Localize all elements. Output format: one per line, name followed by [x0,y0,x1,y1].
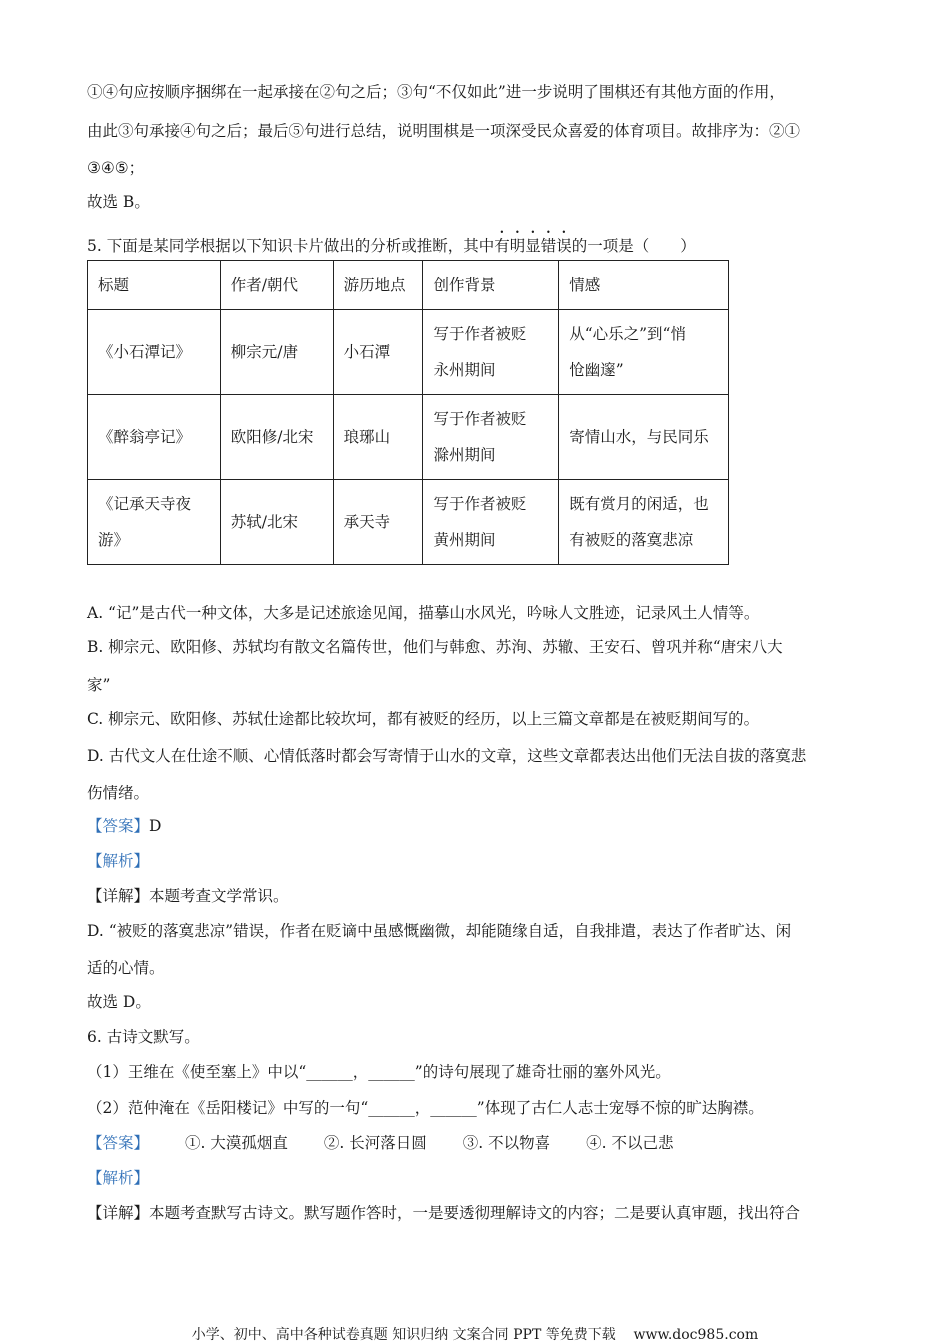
intro-line-1: ①④句应按顺序捆绑在一起承接在②句之后；③句“不仅如此”进一步说明了围棋还有其他方面的作用， [87,83,785,101]
option-c: C. 柳宗元、欧阳修、苏轼仕途都比较坎坷，都有被贬的经历，以上三篇文章都是在被贬期间写的。 [87,710,760,728]
row-title [88,480,221,565]
q5-analysis [87,851,149,871]
row-author: 苏轼/北宋 [220,480,333,565]
q6-analysis [87,1168,149,1188]
row-place: 小石潭 [333,310,423,395]
q5-detail [87,886,289,906]
bg-line: 黄州期间 [433,531,496,549]
header-title: 标题 [88,261,221,310]
row-author: 欧阳修/北宋 [220,395,333,480]
q5-answer [87,816,161,836]
row-author: 柳宗元/唐 [220,310,333,395]
emotion-line: 怆幽邃” [569,361,624,379]
detail-tag: 【详解】 [87,1204,150,1222]
bg-line: 永州期间 [433,361,496,379]
row-background [423,395,559,480]
option-d-cont: 伤情绪。 [87,784,150,802]
row-emotion: 寄情山水，与民同乐 [559,395,729,480]
option-b-cont: 家” [87,676,111,694]
answer-value: D [149,817,162,835]
bg-line: 写于作者被贬 [433,325,527,343]
knowledge-card-table [87,260,729,565]
q5-detail-line-2: D. “被贬的落寞悲凉”错误，作者在贬谪中虽感慨幽微，却能随缘自适，自我排遣，表达了作者旷达、闲 [87,922,792,940]
answer-item: ①. 大漠孤烟直 [185,1134,288,1152]
emotion-line: 既有赏月的闲适，也 [569,495,709,513]
emotion-line: 从“心乐之”到“悄 [569,325,686,343]
footer-url[interactable]: www.doc985.com [633,1327,759,1343]
row-emotion [559,310,729,395]
q5-detail-line-3: 适的心情。 [87,959,165,977]
table-row [88,480,729,565]
row-place: 琅琊山 [333,395,423,480]
intro-line-2: 由此③句承接④句之后；最后⑤句进行总结，说明围棋是一项深受民众喜爱的体育项目。故排序为：②① [87,122,801,140]
table-header-row [88,261,729,310]
q5-detail-line-4: 故选 D。 [87,993,151,1011]
answer-item: ④. 不以己悲 [586,1134,674,1152]
detail-text: 本题考查文学常识。 [149,887,289,905]
analysis-tag: 【解析】 [87,1169,150,1187]
table-row [88,310,729,395]
header-emotion: 情感 [559,261,729,310]
table-row [88,395,729,480]
option-d: D. 古代文人在仕途不顺、心情低落时都会写寄情于山水的文章，这些文章都表达出他们无法自拔的落寞悲 [87,747,807,765]
q6-answer [87,1133,673,1153]
answer-tag: 【答案】 [87,817,150,835]
row-title: 《醉翁亭记》 [88,395,221,480]
header-place: 游历地点 [333,261,423,310]
row-place: 承天寺 [333,480,423,565]
intro-line-4: 故选 B。 [87,193,150,211]
row-background [423,310,559,395]
q6-sub-2: （2）范仲淹在《岳阳楼记》中写的一句“______，______”体现了古仁人志士宠辱不惊的旷达胸襟。 [87,1099,764,1117]
header-background: 创作背景 [423,261,559,310]
q5-stem-after: 的一项是（ ） [571,237,696,255]
page-footer [0,1324,950,1344]
intro-line-3: ③④⑤； [87,159,145,177]
title-line: 游》 [98,531,130,549]
q6-sub-1: （1）王维在《使至塞上》中以“______，______”的诗句展现了雄奇壮丽的塞外风光。 [87,1063,671,1081]
option-a: A. “记”是古代一种文体，大多是记述旅途见闻，描摹山水风光，吟咏人文胜迹，记录风土人情等。 [87,604,760,622]
detail-text: 本题考查默写古诗文。默写题作答时，一是要透彻理解诗文的内容；二是要认真审题，找出符合 [149,1204,801,1222]
header-author: 作者/朝代 [220,261,333,310]
question-6-stem: 6. 古诗文默写。 [87,1028,200,1046]
q6-detail [87,1203,800,1223]
answer-item: ③. 不以物喜 [462,1134,551,1152]
title-line: 《记承天寺夜 [98,495,192,513]
emotion-line: 有被贬的落寞悲凉 [569,531,694,549]
answer-tag: 【答案】 [87,1134,150,1152]
row-title: 《小石潭记》 [88,310,221,395]
bg-line: 写于作者被贬 [433,410,527,428]
detail-tag: 【详解】 [87,887,150,905]
q5-stem-emphasis: 有明显错误 [494,237,572,255]
answer-item: ②. 长河落日圆 [323,1134,427,1152]
row-emotion [559,480,729,565]
footer-text: 小学、初中、高中各种试卷真题 知识归纳 文案合同 PPT 等免费下载 [191,1327,616,1343]
bg-line: 滁州期间 [433,446,496,464]
option-b: B. 柳宗元、欧阳修、苏轼均有散文名篇传世，他们与韩愈、苏洵、苏辙、王安石、曾巩并称“唐宋八大 [87,638,783,656]
q5-stem-before: 5. 下面是某同学根据以下知识卡片做出的分析或推断，其中 [87,237,495,255]
bg-line: 写于作者被贬 [433,495,527,513]
question-5-stem [87,228,696,256]
analysis-tag: 【解析】 [87,852,150,870]
row-background [423,480,559,565]
